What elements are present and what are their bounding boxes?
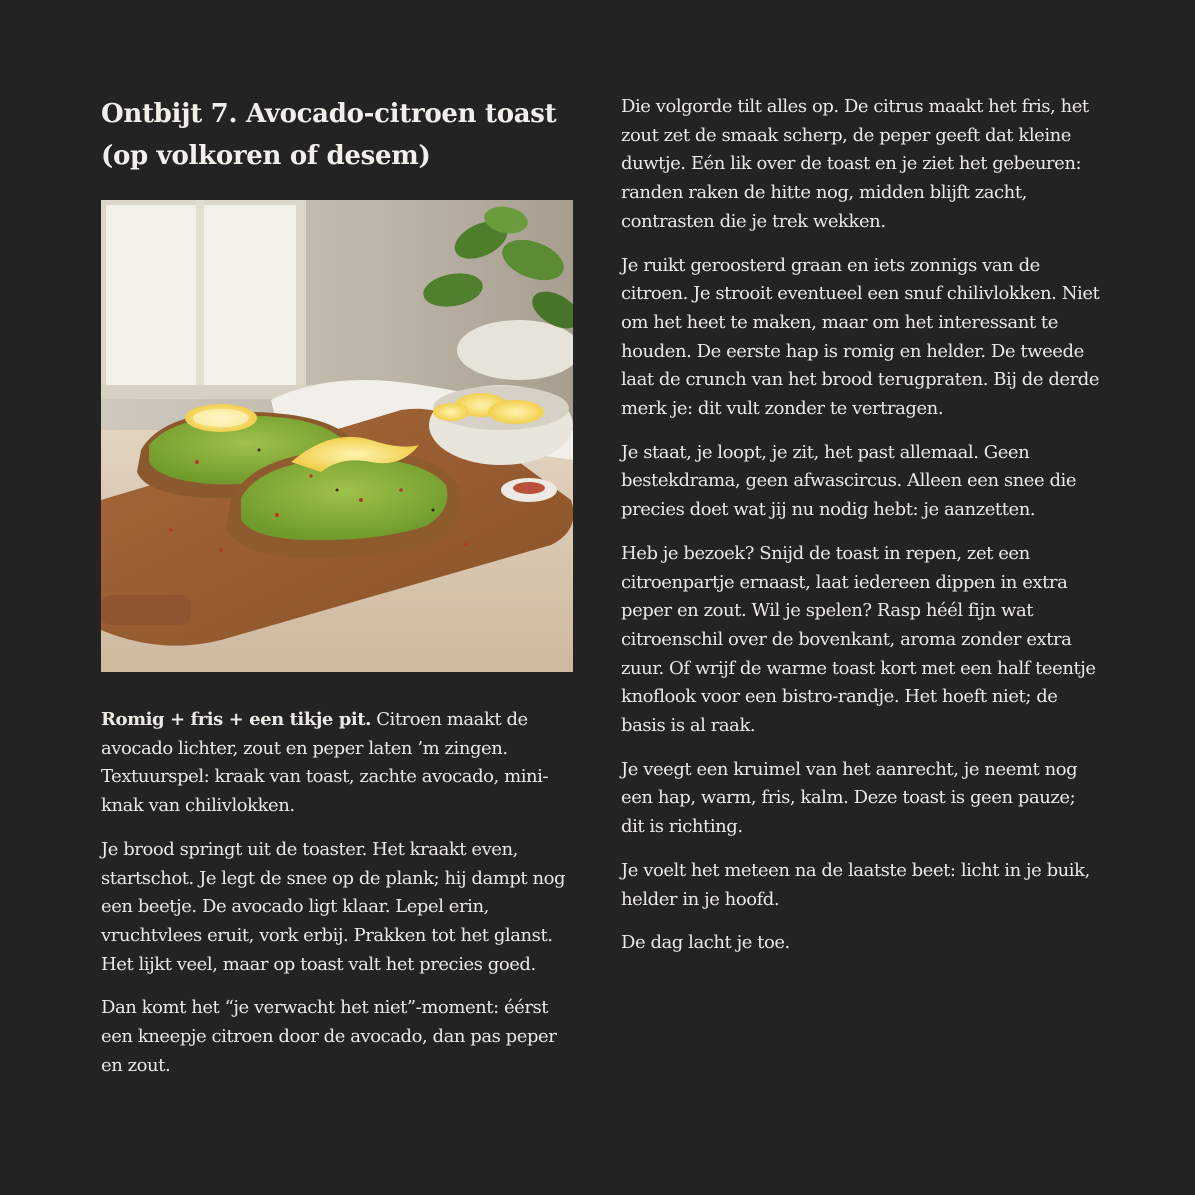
avocado-toast-photo (101, 200, 573, 672)
body-paragraph: Dan komt het “je verwacht het niet”-moment: éérst een kneepje citroen door de avocado, dan pas peper en zout. (101, 997, 557, 1076)
body-paragraph: Je voelt het meteen na de laatste beet: licht in je buik, helder in je hoofd. (621, 859, 1090, 910)
body-paragraph: Je staat, je loopt, je zit, het past allemaal. Geen bestekdrama, geen afwascircus. Alleen een snee die precies doet wat jij nu nodig hebt: je aanzetten. (621, 441, 1077, 521)
right-column (621, 93, 1103, 973)
body-paragraph: Je ruikt geroosterd graan en iets zonnigs van de citroen. Je strooit eventueel een snuf chilivlokken. Niet om het heet te maken, maar om het interessant te houden. De eerste hap is romig en helder. De tweede laat de crunch van het brood terugpraten. Bij de derde merk je: dit vult zonder te vertragen. (621, 254, 1100, 420)
closing-line: De dag lacht je toe. (621, 932, 790, 954)
body-paragraph: Heb je bezoek? Snijd de toast in repen, zet een citroenpartje ernaast, laat iedereen dippen in extra peper en zout. Wil je spelen? Rasp héél fijn wat citroenschil over de bovenkant, aroma zonder extra zuur. Of wrijf de warme toast kort met een half teentje knoflook voor een bistro-randje. Het hoeft niet; de basis is al raak. (621, 542, 1096, 737)
page-title: Ontbijt 7. Avocado-citroen toast (op volkoren of desem) (101, 99, 557, 171)
left-column (101, 93, 581, 1095)
body-paragraph: Je brood springt uit de toaster. Het kraakt even, startschot. Je legt de snee op de plank; hij dampt nog een beetje. De avocado ligt klaar. Lepel erin, vruchtvlees eruit, vork erbij. Prakken tot het glanst. Het lijkt veel, maar op toast valt het precies goed. (101, 838, 566, 975)
lead-paragraph (101, 706, 581, 821)
lead-text: Citroen maakt de avocado lichter, zout en peper laten ’m zingen. Textuurspel: kraak van toast, zachte avocado, mini-knak van chilivlokken. (101, 709, 549, 817)
body-paragraph: Die volgorde tilt alles op. De citrus maakt het fris, het zout zet de smaak scherp, de peper geeft dat kleine duwtje. Eén lik over de toast en je ziet het gebeuren: randen raken de hitte nog, midden blijft zacht, contrasten die je trek wekken. (621, 96, 1089, 232)
lead-bold: Romig + fris + een tikje pit. (101, 709, 371, 730)
body-paragraph: Je veegt een kruimel van het aanrecht, je neemt nog een hap, warm, fris, kalm. Deze toast is geen pauze; dit is richting. (621, 758, 1078, 838)
